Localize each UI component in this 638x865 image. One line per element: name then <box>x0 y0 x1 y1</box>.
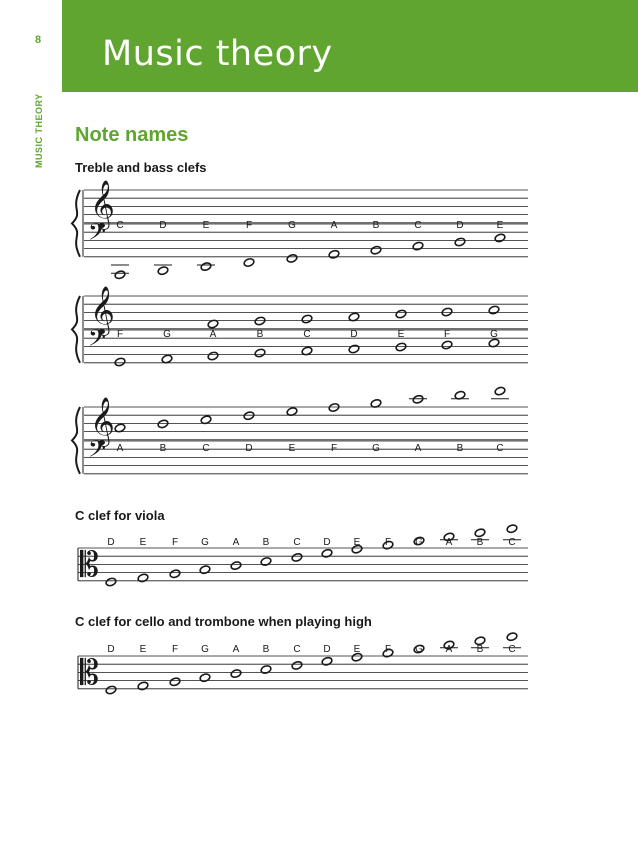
note-label: B <box>262 537 270 548</box>
note-head <box>370 245 382 255</box>
note-head <box>105 577 117 587</box>
note-head <box>169 569 181 579</box>
treble-clef-icon: 𝄞 <box>90 179 115 228</box>
treble-clef-icon: 𝄞 <box>90 396 115 445</box>
note-label: F <box>245 220 253 231</box>
note-label: A <box>116 443 124 454</box>
note-head <box>137 573 149 583</box>
brace <box>72 190 80 257</box>
note-label: C <box>303 329 311 340</box>
note-label: D <box>245 443 253 454</box>
note-label: C <box>202 443 210 454</box>
note-head <box>260 665 272 675</box>
note-head <box>105 685 117 695</box>
note-head <box>199 673 211 683</box>
note-head <box>114 357 126 367</box>
note-label: G <box>288 220 296 231</box>
note-head <box>395 342 407 352</box>
note-label: A <box>232 537 240 548</box>
note-label: D <box>323 644 331 655</box>
note-label: D <box>350 329 358 340</box>
note-label: G <box>415 537 423 548</box>
note-label: B <box>256 329 264 340</box>
note-head <box>230 561 242 571</box>
note-head <box>243 411 255 421</box>
note-label: E <box>397 329 405 340</box>
note-label: F <box>171 537 179 548</box>
note-head <box>301 314 313 324</box>
note-head <box>291 660 303 670</box>
note-label: G <box>372 443 380 454</box>
note-head <box>506 524 518 534</box>
note-head <box>243 258 255 268</box>
note-label: E <box>202 220 210 231</box>
note-head <box>395 309 407 319</box>
note-head <box>200 262 212 272</box>
note-label: E <box>496 220 504 231</box>
note-label: E <box>288 443 296 454</box>
note-head <box>441 340 453 350</box>
side-section-label: MUSIC THEORY <box>34 93 44 168</box>
note-head <box>321 656 333 666</box>
note-label: G <box>163 329 171 340</box>
note-label: A <box>414 443 422 454</box>
note-head <box>137 681 149 691</box>
note-label: G <box>415 644 423 655</box>
note-head <box>328 249 340 259</box>
brace <box>72 296 80 363</box>
subhead-treble-bass: Treble and bass clefs <box>75 160 207 175</box>
note-label: G <box>201 537 209 548</box>
note-head <box>157 419 169 429</box>
note-head <box>114 270 126 280</box>
subhead-viola: C clef for viola <box>75 508 165 523</box>
note-head <box>286 253 298 263</box>
note-label: F <box>443 329 451 340</box>
note-label: F <box>330 443 338 454</box>
bass-clef-icon: 𝄢 <box>88 324 107 357</box>
note-label: C <box>508 644 516 655</box>
note-head <box>328 403 340 413</box>
subhead-cello: C clef for cello and trombone when playing high <box>75 614 372 629</box>
note-label: A <box>445 537 453 548</box>
note-label: F <box>384 644 392 655</box>
note-head <box>454 237 466 247</box>
note-label: C <box>293 644 301 655</box>
note-head <box>199 565 211 575</box>
note-label: G <box>201 644 209 655</box>
note-label: C <box>116 220 124 231</box>
note-label: D <box>107 537 115 548</box>
note-label: E <box>353 537 361 548</box>
note-head <box>412 241 424 251</box>
note-head <box>506 632 518 642</box>
note-label: A <box>330 220 338 231</box>
note-label: G <box>490 329 498 340</box>
note-label: E <box>353 644 361 655</box>
note-label: E <box>139 537 147 548</box>
note-head <box>169 677 181 687</box>
note-head <box>474 636 486 646</box>
note-label: D <box>323 537 331 548</box>
note-label: F <box>116 329 124 340</box>
note-label: B <box>456 443 464 454</box>
note-head <box>230 669 242 679</box>
note-label: D <box>107 644 115 655</box>
c-clef-icon: 𝄡 <box>80 545 99 585</box>
treble-clef-icon: 𝄞 <box>90 285 115 334</box>
note-label: C <box>293 537 301 548</box>
note-label: F <box>171 644 179 655</box>
c-clef-icon: 𝄡 <box>80 653 99 693</box>
note-label: B <box>476 644 484 655</box>
note-head <box>260 557 272 567</box>
note-label: C <box>414 220 422 231</box>
brace <box>72 407 80 474</box>
note-label: A <box>445 644 453 655</box>
note-head <box>291 552 303 562</box>
note-label: D <box>456 220 464 231</box>
note-head <box>488 305 500 315</box>
note-head <box>207 351 219 361</box>
note-head <box>494 386 506 396</box>
note-label: B <box>476 537 484 548</box>
note-label: B <box>372 220 380 231</box>
note-label: E <box>139 644 147 655</box>
note-label: F <box>384 537 392 548</box>
note-label: A <box>232 644 240 655</box>
bass-clef-icon: 𝄢 <box>88 218 107 251</box>
bass-clef-icon: 𝄢 <box>88 435 107 468</box>
page-number: 8 <box>35 34 42 46</box>
note-head <box>348 344 360 354</box>
note-head <box>494 233 506 243</box>
note-label: C <box>508 537 516 548</box>
note-head <box>321 548 333 558</box>
note-head <box>474 528 486 538</box>
page-title: Music theory <box>102 34 333 74</box>
note-label: C <box>496 443 504 454</box>
note-label: A <box>209 329 217 340</box>
note-label: D <box>159 220 167 231</box>
note-head <box>157 266 169 276</box>
note-label: B <box>262 644 270 655</box>
note-head <box>254 348 266 358</box>
section-title: Note names <box>75 124 189 146</box>
note-label: B <box>159 443 167 454</box>
